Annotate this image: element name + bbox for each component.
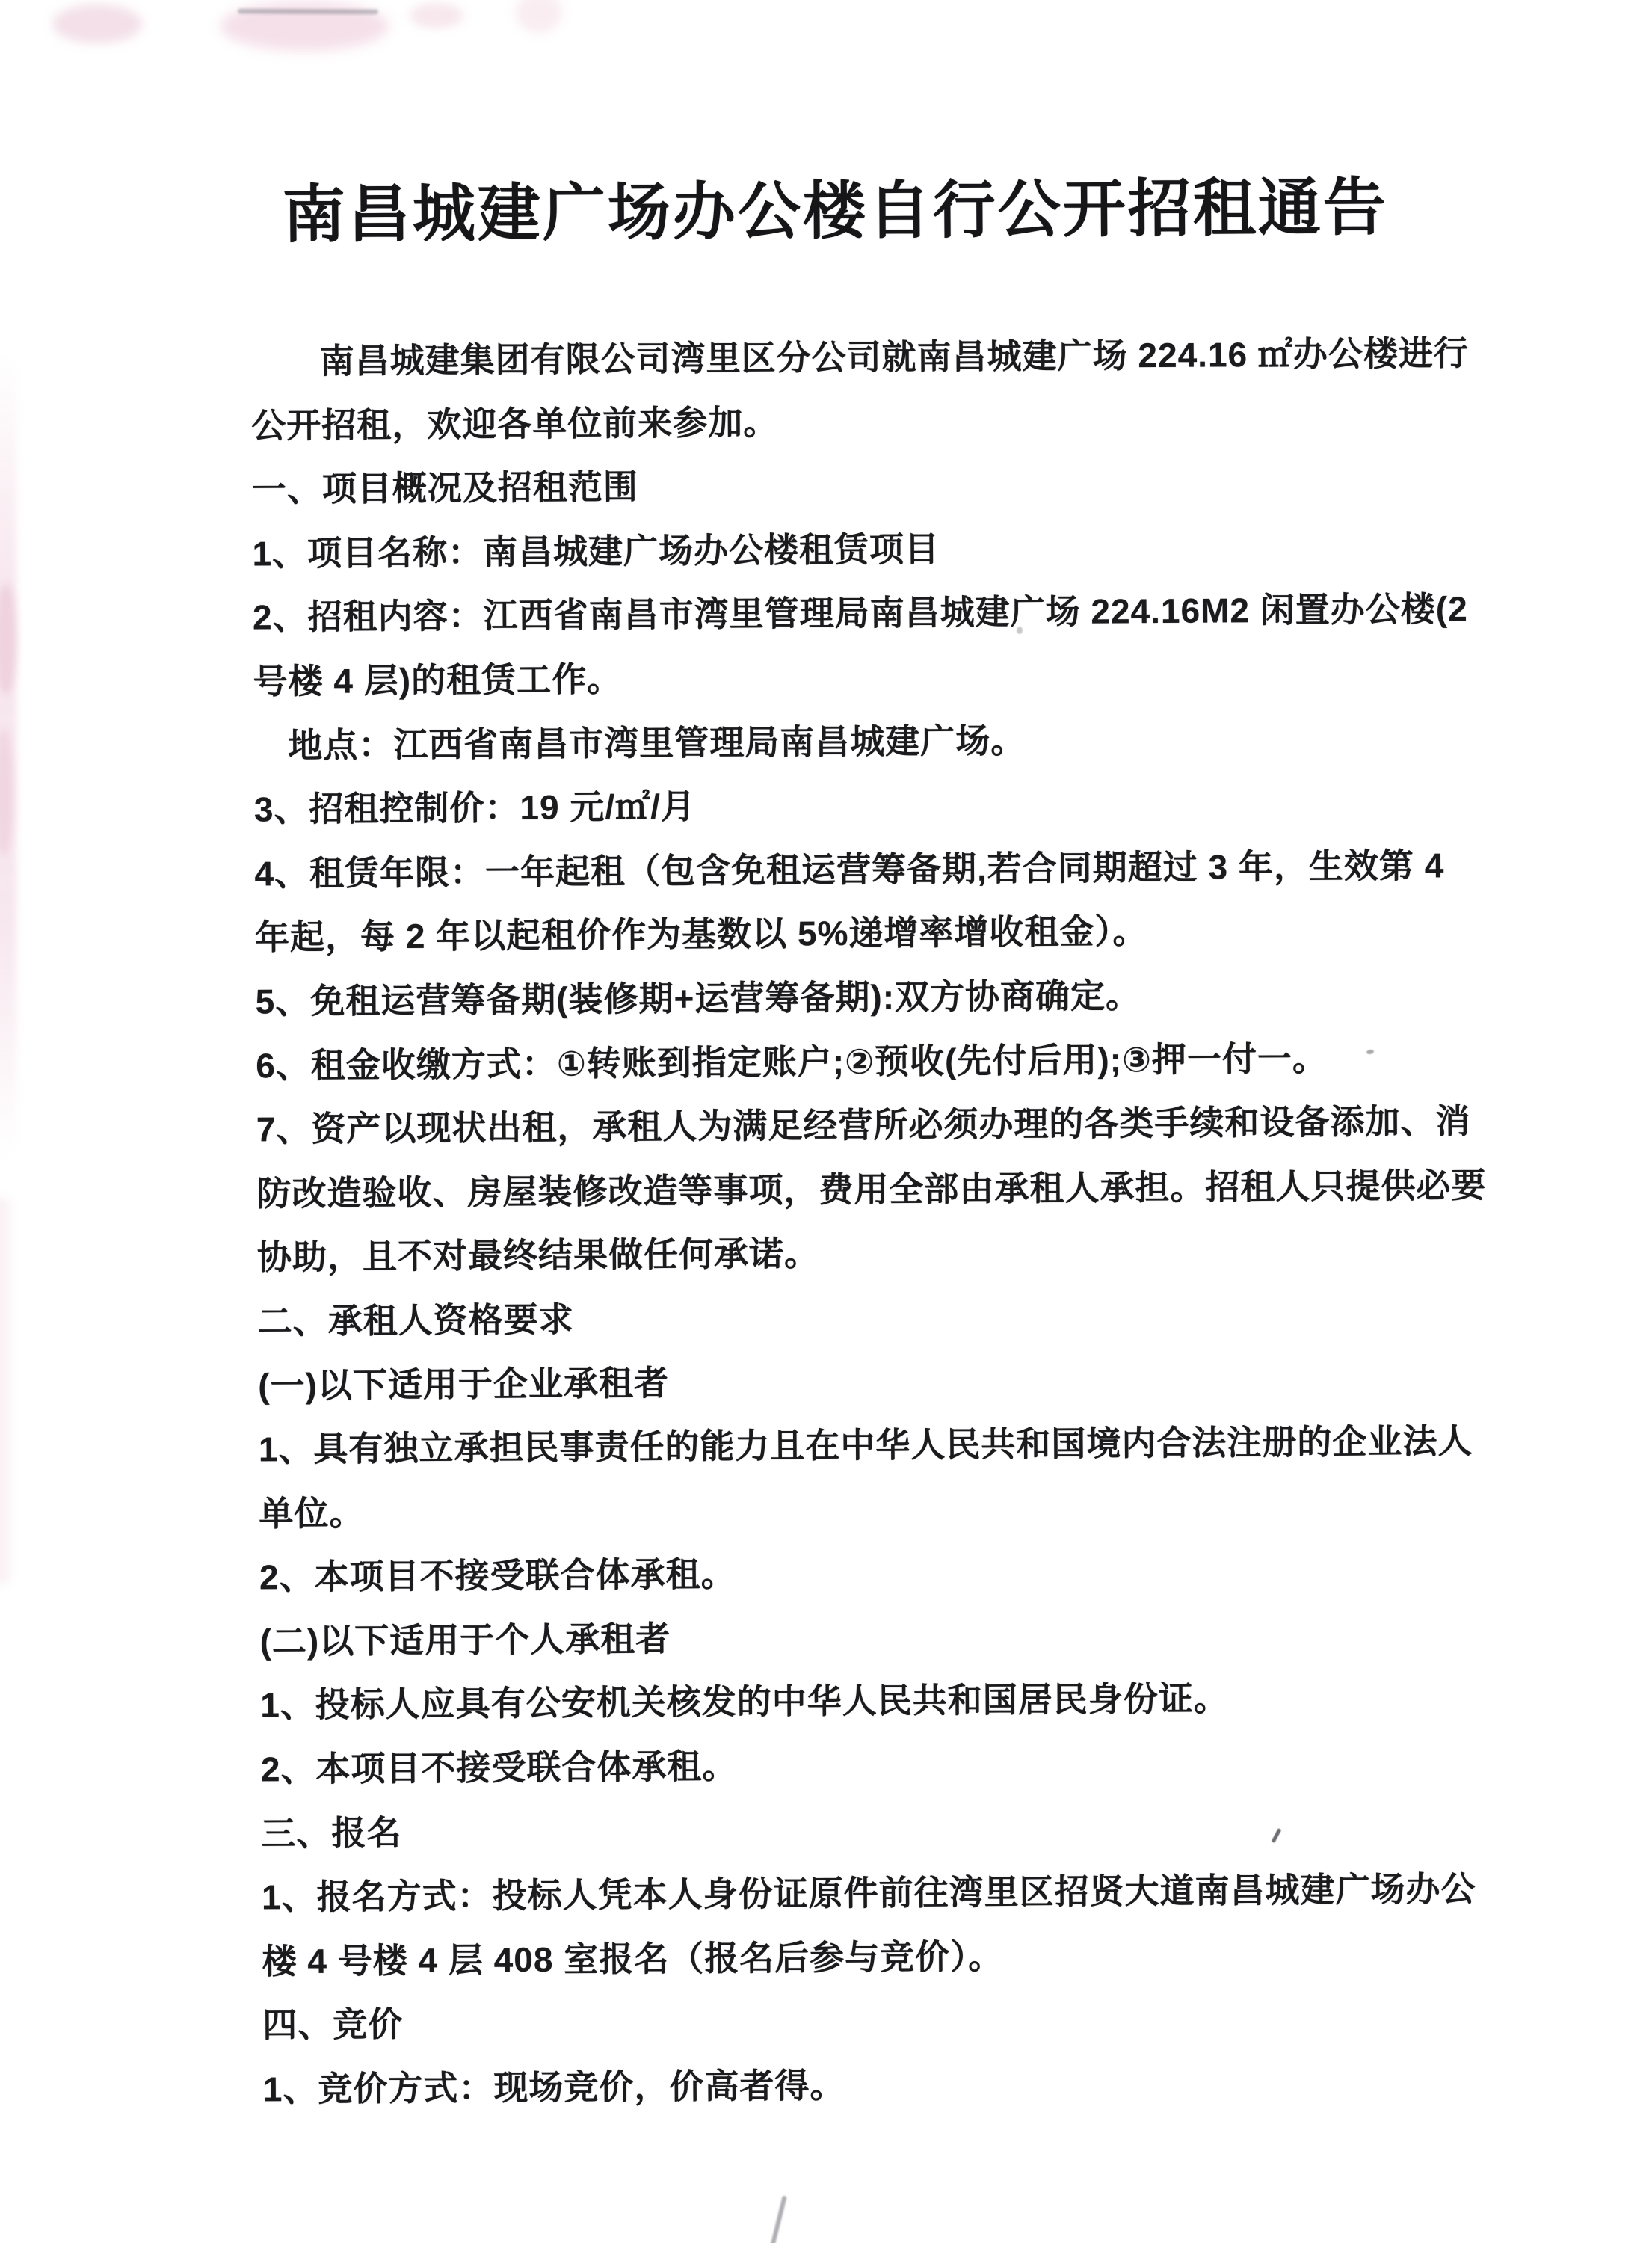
scan-smudge-top-center (221, 1, 389, 51)
doc-line: 1、报名方式：投标人凭本人身份证原件前往湾里区招贤大道南昌城建广场办公 (261, 1869, 1476, 1917)
scan-smudge-left-lower (0, 1196, 10, 1585)
doc-line: 2、招租内容：江西省南昌市湾里管理局南昌城建广场 224.16M2 闲置办公楼(2 (252, 589, 1468, 637)
scan-smudge-left-edge (0, 351, 16, 1159)
doc-line: 地点：江西省南昌市湾里管理局南昌城建广场。 (288, 720, 1026, 765)
doc-line: (一)以下适用于企业承租者 (258, 1363, 670, 1405)
doc-line: 2、本项目不接受联合体承租。 (259, 1554, 736, 1597)
doc-line: 二、承租人资格要求 (257, 1299, 574, 1341)
doc-line: 四、竞价 (262, 2004, 404, 2045)
doc-line: 防改造验收、房屋装修改造等事项，费用全部由承租人承担。招租人只提供必要 (256, 1165, 1487, 1213)
doc-line: 5、免租运营筹备期(装修期+运营筹备期):双方协商确定。 (255, 976, 1141, 1021)
doc-line: 号楼 4 层)的租赁工作。 (253, 659, 623, 701)
scan-smudge-top-right-1 (410, 3, 463, 28)
scan-smudge-top-left (52, 4, 142, 43)
doc-line: 南昌城建集团有限公司湾里区分公司就南昌城建广场 224.16 ㎡办公楼进行 (319, 333, 1470, 381)
doc-line: 三、报名 (261, 1812, 402, 1853)
scan-streak-bottom (769, 2195, 787, 2243)
doc-line: 协助，且不对最终结果做任何承诺。 (256, 1234, 820, 1277)
doc-line: 3、招租控制价：19 元/㎡/月 (253, 787, 697, 829)
doc-line: 6、租金收缴方式：①转账到指定账户;②预收(先付后用);③押一付一。 (256, 1038, 1328, 1085)
doc-line: 楼 4 号楼 4 层 408 室报名（报名后参与竞价）。 (262, 1936, 1004, 1981)
document-title: 南昌城建广场办公楼自行公开招租通告 (282, 171, 1389, 250)
scan-smudge-left-spot-2 (0, 729, 13, 856)
doc-line: 1、项目名称：南昌城建广场办公楼租赁项目 (252, 529, 940, 573)
doc-line: 1、具有独立承担民事责任的能力且在中华人民共和国境内合法注册的企业法人 (258, 1421, 1473, 1469)
doc-line: 单位。 (259, 1493, 365, 1533)
doc-line: 一、项目概况及招租范围 (251, 467, 639, 509)
doc-line: 7、资产以现状出租，承租人为满足经营所必须办理的各类手续和设备添加、消 (256, 1101, 1471, 1149)
scan-streak-top (238, 9, 378, 15)
doc-line: 1、投标人应具有公安机关核发的中华人民共和国居民身份证。 (260, 1679, 1229, 1725)
doc-line: 2、本项目不接受联合体承租。 (260, 1747, 738, 1789)
document-content (250, 171, 1487, 2122)
document-body (250, 322, 1487, 2122)
scan-smudge-top-right-2 (516, 0, 562, 33)
doc-line: 4、租赁年限：一年起租（包含免租运营筹备期,若合同期超过 3 年，生效第 4 (254, 846, 1445, 893)
scan-smudge-left-spot-1 (0, 583, 16, 695)
doc-line: 年起，每 2 年以起租价作为基数以 5%递增率增收租金）。 (254, 911, 1148, 957)
doc-line: 公开招租，欢迎各单位前来参加。 (251, 402, 779, 446)
doc-line: (二)以下适用于个人承租者 (259, 1619, 671, 1661)
doc-line: 1、竞价方式：现场竞价，价高者得。 (262, 2066, 845, 2109)
